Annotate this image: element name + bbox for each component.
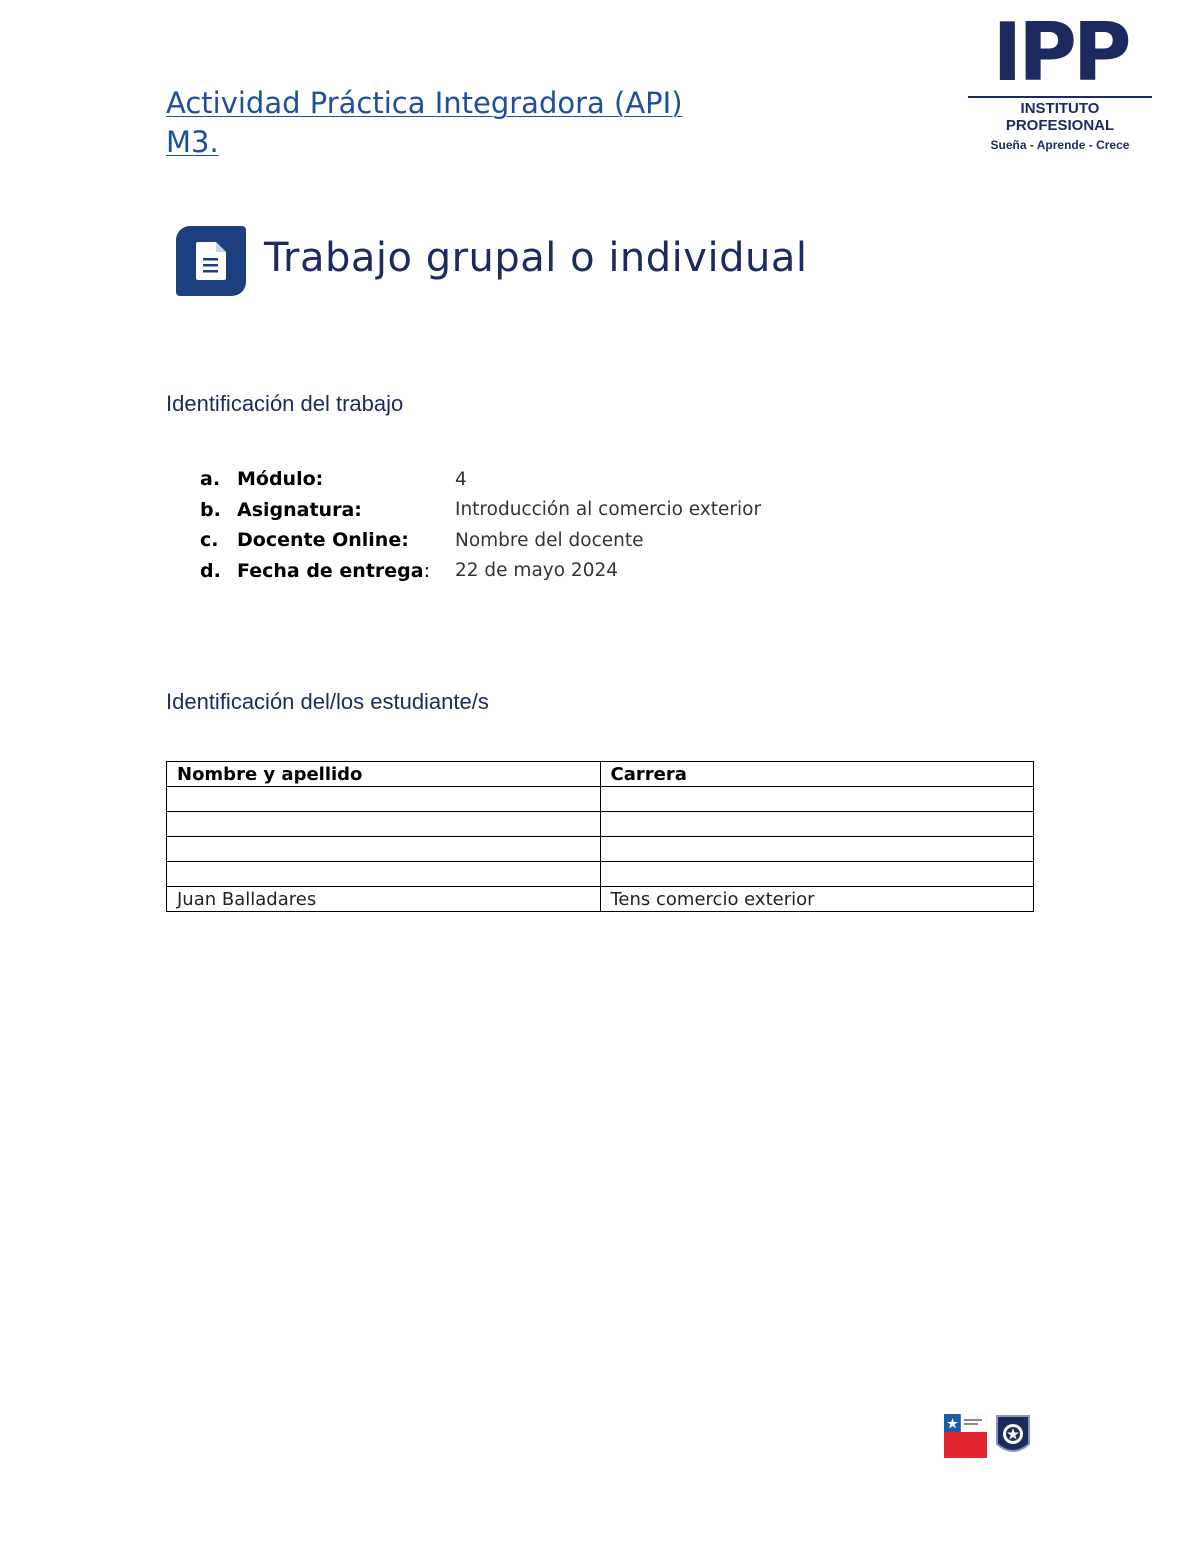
info-label: Módulo: <box>237 468 324 491</box>
work-info-list <box>200 464 761 586</box>
table-cell-career[interactable] <box>600 812 1034 837</box>
table-header-row <box>167 762 1034 787</box>
info-row-due-date <box>200 556 761 587</box>
chile-government-flag-logo <box>944 1414 987 1458</box>
info-value: 22 de mayo 2024 <box>455 560 619 582</box>
logo-tagline: Sueña - Aprende - Crece <box>990 138 1130 152</box>
ipp-logo <box>960 6 1160 152</box>
title-line-1: Actividad Práctica Integradora (API) <box>166 86 683 120</box>
table-cell-career[interactable] <box>600 787 1034 812</box>
institution-seal-logo <box>995 1414 1031 1458</box>
column-header-name: Nombre y apellido <box>167 762 601 787</box>
table-cell-name[interactable] <box>167 837 601 862</box>
info-value: 4 <box>455 468 467 490</box>
student-identification-heading: Identificación del/los estudiante/s <box>166 689 489 714</box>
info-marker: c. <box>200 529 219 552</box>
table-cell-name[interactable] <box>167 812 601 837</box>
logo-name: INSTITUTO PROFESIONAL <box>968 96 1152 134</box>
info-value: Nombre del docente <box>455 529 644 551</box>
info-marker: b. <box>200 498 221 521</box>
logo-mark: IPP <box>992 6 1128 99</box>
info-row-teacher <box>200 525 761 556</box>
footer-logos <box>944 1412 1032 1460</box>
document-title <box>166 84 683 162</box>
document-icon <box>176 226 246 296</box>
info-marker: d. <box>200 559 221 582</box>
column-header-career: Carrera <box>600 762 1034 787</box>
table-cell-career[interactable] <box>600 837 1034 862</box>
info-value: Introducción al comercio exterior <box>455 499 762 521</box>
table-row <box>167 837 1034 862</box>
work-identification-heading: Identificación del trabajo <box>166 391 404 416</box>
info-label: Fecha de entrega: <box>237 559 431 582</box>
info-label: Asignatura: <box>237 498 362 521</box>
section-heading: Trabajo grupal o individual <box>264 235 808 281</box>
table-row <box>167 812 1034 837</box>
students-table <box>166 761 1034 912</box>
table-cell-name[interactable]: Juan Balladares <box>167 887 601 912</box>
title-line-2: M3. <box>166 125 219 159</box>
table-cell-career[interactable]: Tens comercio exterior <box>600 887 1034 912</box>
table-cell-career[interactable] <box>600 862 1034 887</box>
info-marker: a. <box>200 468 221 491</box>
table-row <box>167 787 1034 812</box>
table-row <box>167 887 1034 912</box>
info-label: Docente Online: <box>237 529 409 552</box>
info-row-subject <box>200 495 761 526</box>
table-row <box>167 862 1034 887</box>
table-cell-name[interactable] <box>167 787 601 812</box>
table-cell-name[interactable] <box>167 862 601 887</box>
info-row-module <box>200 464 761 495</box>
